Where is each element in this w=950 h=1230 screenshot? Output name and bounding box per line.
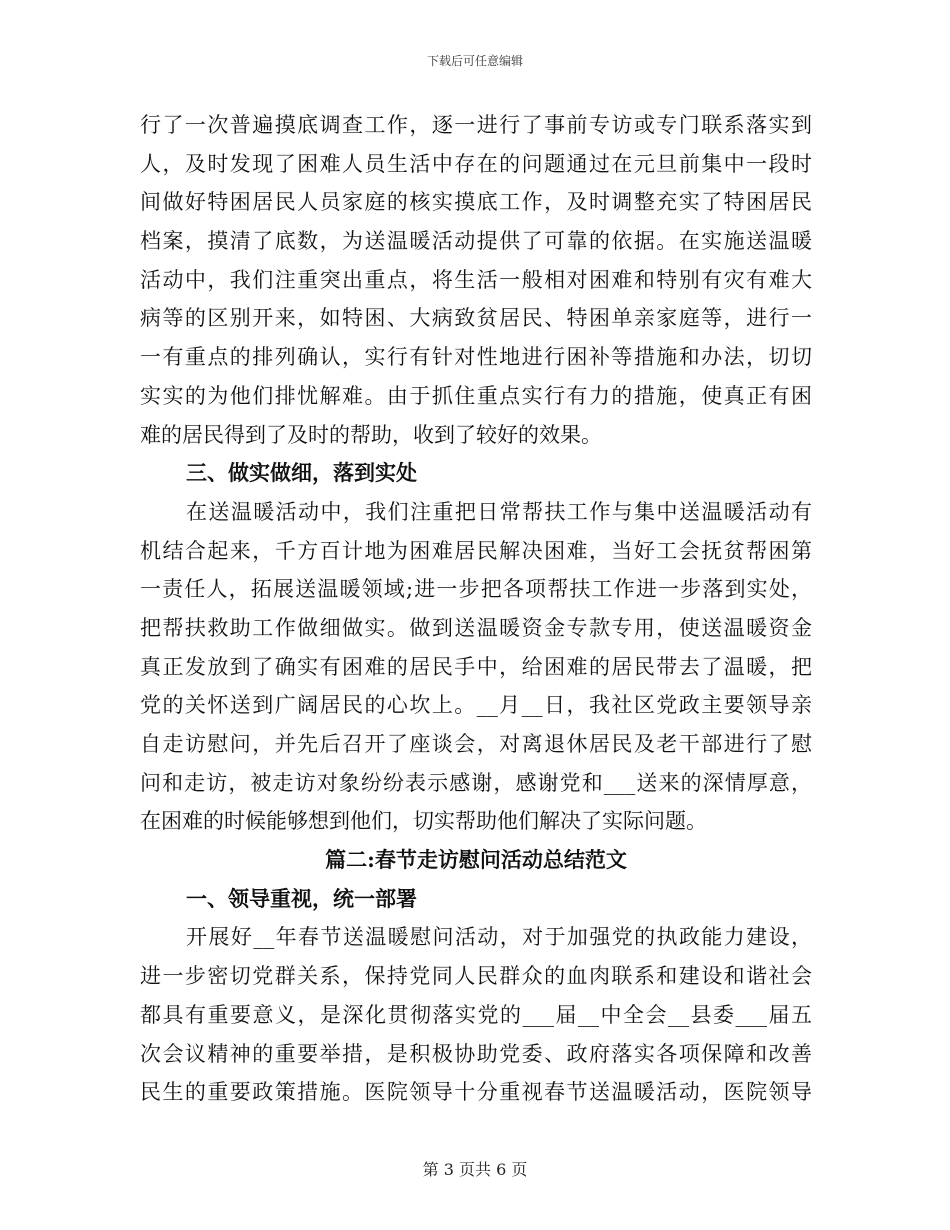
paragraph-line: 问和走访，被走访对象纷纷表示感谢，感谢党和___送来的深情厚意， — [140, 770, 812, 795]
page-header: 下载后可任意编辑 — [426, 54, 523, 68]
paragraph-line: 在送温暖活动中，我们注重把日常帮扶工作与集中送温暖活动有 — [186, 499, 812, 524]
paragraph-line: 把帮扶救助工作做细做实。做到送温暖资金专款专用，使送温暖资金 — [140, 615, 812, 640]
document-body — [140, 106, 812, 1112]
paragraph-line: 档案，摸清了底数，为送温暖活动提供了可靠的依据。在实施送温暖 — [140, 229, 812, 254]
paragraph-line: 活动中，我们注重突出重点，将生活一般相对困难和特别有灾有难大 — [140, 267, 812, 292]
paragraph-line: 开展好__年春节送温暖慰问活动，对于加强党的执政能力建设， — [186, 925, 812, 950]
page-number: 第 3 页共 6 页 — [422, 1160, 528, 1179]
paragraph-line: 次会议精神的重要举措，是积极协助党委、政府落实各项保障和改善 — [140, 1041, 812, 1066]
paragraph-line: 间做好特困居民人员家庭的核实摸底工作，及时调整充实了特困居民 — [140, 190, 812, 215]
paragraph-line: 一责任人，拓展送温暖领域;进一步把各项帮扶工作进一步落到实处， — [140, 577, 812, 602]
paragraph-line: 在困难的时候能够想到他们，切实帮助他们解决了实际问题。 — [140, 809, 707, 834]
paragraph-line: 机结合起来，千方百计地为困难居民解决困难，当好工会抚贫帮困第 — [140, 538, 812, 563]
paragraph-line: 行了一次普遍摸底调查工作，逐一进行了事前专访或专门联系落实到 — [140, 113, 812, 137]
paragraph-line: 人，及时发现了困难人员生活中存在的问题通过在元旦前集中一段时 — [140, 151, 812, 176]
paragraph-line: 一有重点的排列确认，实行有针对性地进行困补等措施和办法，切切 — [140, 345, 812, 370]
paragraph-line: 真正发放到了确实有困难的居民手中，给困难的居民带去了温暖，把 — [140, 654, 812, 679]
paragraph-line: 难的居民得到了及时的帮助，收到了较好的效果。 — [140, 422, 602, 447]
section-heading: 一、领导重视，统一部署 — [186, 885, 417, 911]
article-title: 篇二:春节走访慰问活动总结范文 — [325, 847, 627, 873]
paragraph-line: 进一步密切党群关系，保持党同人民群众的血肉联系和建设和谐社会 — [140, 964, 812, 989]
paragraph-line: 病等的区别开来，如特困、大病致贫居民、特困单亲家庭等，进行一 — [140, 306, 812, 331]
paragraph-line: 都具有重要意义，是深化贯彻落实党的___届__中全会__县委___届五 — [140, 1002, 812, 1027]
paragraph-line: 党的关怀送到广阔居民的心坎上。__月__日，我社区党政主要领导亲 — [140, 693, 812, 718]
paragraph-line: 自走访慰问，并先后召开了座谈会，对离退休居民及老干部进行了慰 — [140, 732, 812, 756]
paragraph-line: 民生的重要政策措施。医院领导十分重视春节送温暖活动，医院领导 — [140, 1080, 812, 1105]
paragraph-line: 实实的为他们排忧解难。由于抓住重点实行有力的措施，使真正有困 — [140, 383, 812, 408]
section-heading: 三、做实做细，落到实处 — [186, 460, 417, 486]
